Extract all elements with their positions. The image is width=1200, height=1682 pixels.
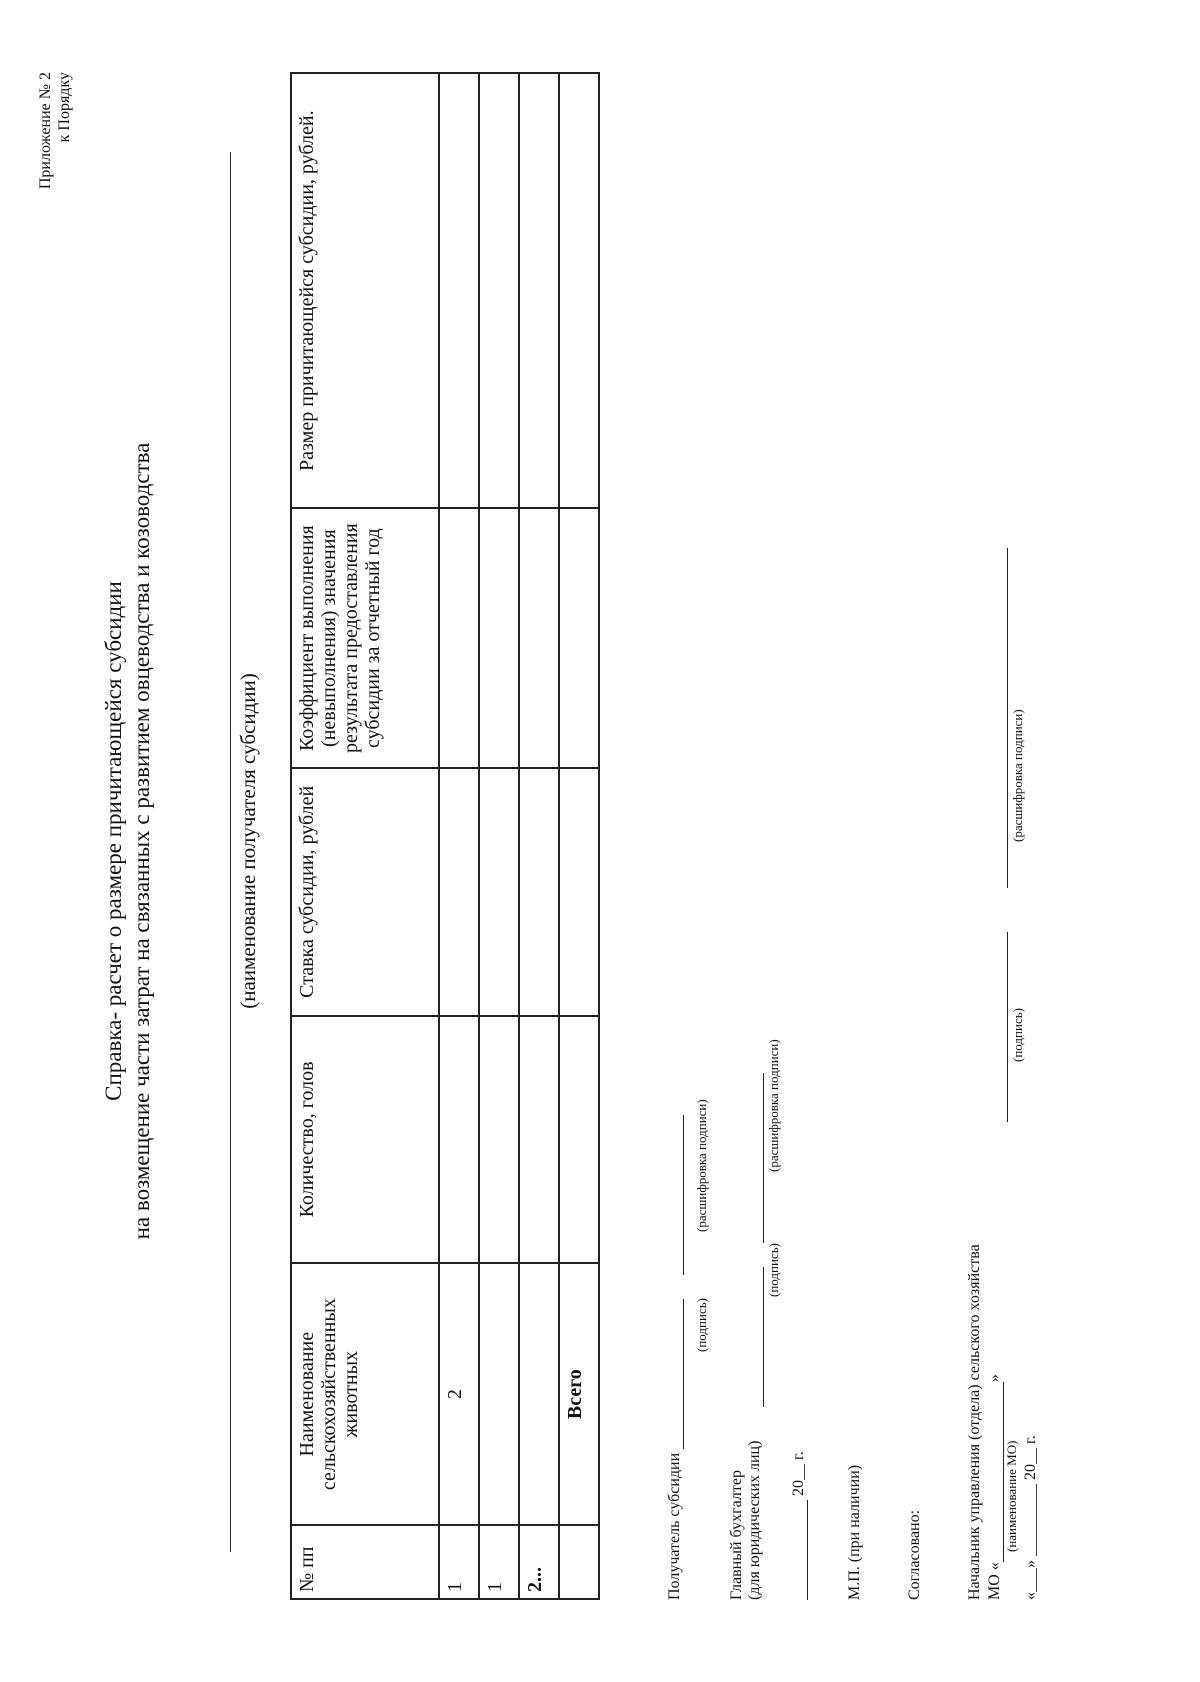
- table-total-row: [559, 73, 599, 1599]
- table-cell: [519, 508, 559, 768]
- table-cell: [559, 508, 599, 768]
- mo-name-line: [987, 1382, 1004, 1562]
- table-row: [479, 73, 519, 1599]
- recipient-transcript-line: [667, 1115, 684, 1275]
- table-row: [439, 73, 479, 1599]
- agreed-label: Согласовано:: [906, 1509, 923, 1600]
- header-subsidy-amount: Размер причитающейся субсидии, рублей.: [291, 73, 439, 508]
- accountant-transcript-line: [747, 1073, 764, 1243]
- table-cell: [559, 73, 599, 508]
- mo-row: [986, 1374, 1004, 1600]
- accountant-signature-line: [747, 1267, 764, 1407]
- subsidy-calculation-table: [290, 72, 600, 1600]
- accountant-signature-row: [746, 1073, 764, 1600]
- accountant-label-2: (для юридических лиц): [746, 1440, 763, 1600]
- head-signature-row: [990, 548, 1008, 1122]
- header-rate: Ставка субсидии, рублей: [291, 768, 439, 1016]
- recipient-signature-row: [666, 1115, 684, 1600]
- accountant-caption-transcript: (расшифровка подписи): [766, 1039, 781, 1172]
- header-quantity: Количество, голов: [291, 1016, 439, 1264]
- appendix-line-1: Приложение № 2: [37, 72, 54, 190]
- table-cell: [439, 73, 479, 508]
- table-cell: [479, 508, 519, 768]
- date-year: 20__ г.: [790, 1451, 807, 1496]
- date-blank-line: [791, 1500, 808, 1600]
- table-cell: [559, 768, 599, 1016]
- table-cell: 1: [479, 1525, 519, 1599]
- table-cell: [439, 768, 479, 1016]
- title-line-1: Справка- расчет о размере причитающейся субсидии: [101, 581, 126, 1101]
- table-cell: [479, 73, 519, 508]
- table-cell: [479, 1263, 519, 1525]
- table-cell: 2...: [519, 1525, 559, 1599]
- table-cell: [559, 1525, 599, 1599]
- table-cell: 2: [439, 1263, 479, 1525]
- table-cell: 1: [439, 1525, 479, 1599]
- recipient-label: Получатель субсидии: [666, 1452, 683, 1600]
- full-date: «___» _________ 20__ г.: [1022, 1435, 1039, 1600]
- mo-caption: (наименование МО): [1004, 1440, 1019, 1552]
- table-cell: [559, 1016, 599, 1264]
- table-row: [519, 73, 559, 1599]
- table-cell: [439, 1016, 479, 1264]
- recipient-name-line: [230, 152, 231, 1552]
- recipient-caption-transcript: (расшифровка подписи): [694, 1099, 709, 1232]
- table-cell: [439, 508, 479, 768]
- accountant-caption-signature: (подпись): [766, 1243, 781, 1297]
- header-coefficient: Коэффициент выполнения (невыполнения) значения результата предоставления субсидии за отчетный год: [291, 508, 439, 768]
- table-header-row: [291, 73, 439, 1599]
- accountant-label-1: Главный бухгалтер: [728, 1470, 745, 1600]
- mo-prefix: МО «: [986, 1562, 1003, 1600]
- head-caption-signature: (подпись): [1010, 1008, 1025, 1062]
- head-signature-line: [991, 932, 1008, 1122]
- document-title: [100, 0, 156, 1682]
- stamp-note: М.П. (при наличии): [846, 1464, 863, 1600]
- recipient-caption-signature: (подпись): [694, 1298, 709, 1352]
- table-cell: [519, 1263, 559, 1525]
- recipient-caption: (наименование получателя субсидии): [236, 673, 260, 1009]
- table-cell: [519, 768, 559, 1016]
- head-transcript-line: [991, 548, 1008, 888]
- head-label: Начальник управления (отдела) сельского хозяйства: [966, 1244, 983, 1600]
- mo-suffix: »: [986, 1374, 1003, 1383]
- header-number: № пп: [291, 1525, 439, 1599]
- title-line-2: на возмещение части затрат на связанных с развитием овцеводства и козоводства: [129, 442, 154, 1240]
- table-cell: [479, 1016, 519, 1264]
- recipient-signature-line: [667, 1299, 684, 1449]
- total-label: Всего: [559, 1263, 599, 1525]
- date-row: [790, 1451, 808, 1600]
- head-caption-transcript: (расшифровка подписи): [1010, 709, 1025, 842]
- header-animal-name: Наименование сельскохозяйственных животных: [291, 1263, 439, 1525]
- appendix-line-2: к Порядку: [56, 72, 73, 143]
- table-cell: [479, 768, 519, 1016]
- appendix-note: [36, 72, 74, 189]
- table-cell: [519, 73, 559, 508]
- table-cell: [519, 1016, 559, 1264]
